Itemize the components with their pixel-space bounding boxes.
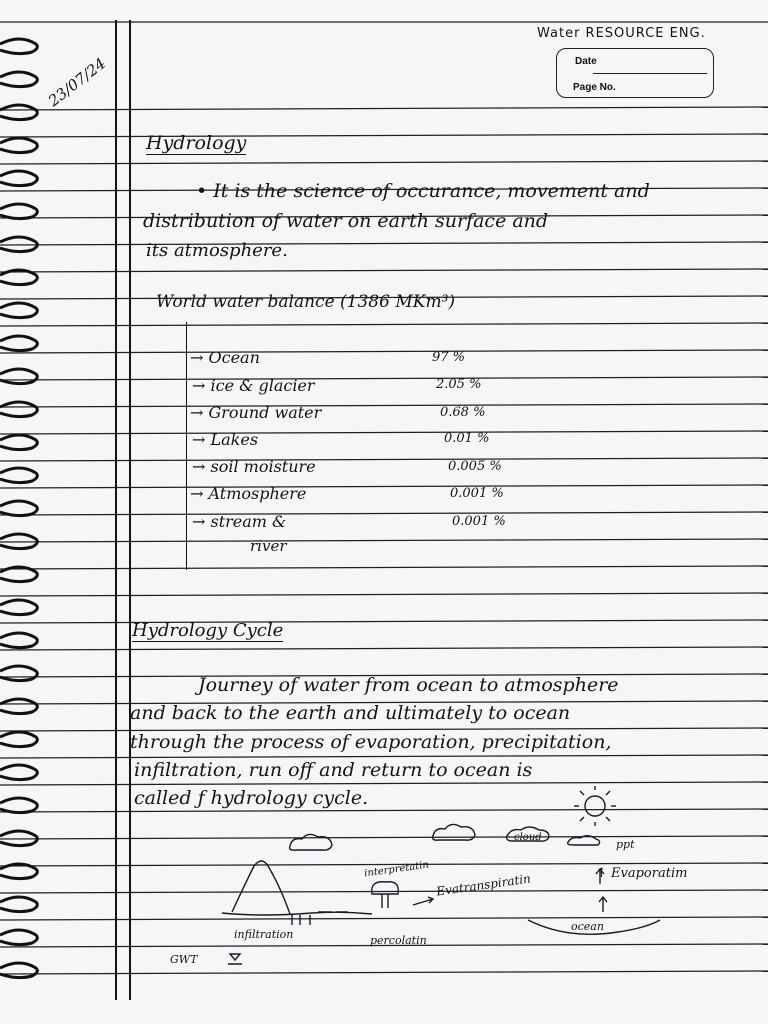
balance-label-ice: → ice & glacier [192,376,315,395]
ocean-label: ocean [571,920,604,933]
balance-label-river: river [250,537,287,555]
cloud-icon [433,824,475,840]
evaporation-arrow-icon [599,897,607,912]
sun-icon [585,796,605,816]
ground-line [222,912,372,915]
balance-label-stream: → stream & [192,512,287,531]
ppt-label: ppt [616,838,635,851]
balance-label-lakes: → Lakes [192,430,259,449]
balance-value-groundwater: 0.68 % [440,405,486,420]
definition-line-1: • It is the science of occurance, movement and [196,180,650,202]
cycle-paragraph-line-2: and back to the earth and ultimately to ocean [130,702,571,724]
cloud-label: cloud [514,832,542,843]
evapotranspiration-label: Evatranspiratin [435,871,532,899]
infiltration-label: infiltration [234,928,294,941]
date-label: Date [575,56,597,67]
cycle-paragraph-line-5: called ƒ hydrology cycle. [134,787,369,809]
percolation-label: percolatin [370,934,427,947]
cycle-paragraph-line-4: infiltration, run off and return to ocean is [134,759,533,781]
balance-value-stream: 0.001 % [452,514,506,529]
definition-line-2: distribution of water on earth surface and [143,210,549,232]
hydrology-heading: Hydrology [146,132,247,154]
balance-value-lakes: 0.01 % [444,431,490,446]
balance-value-ocean: 97 % [432,350,466,365]
handwritten-date: 23/07/24 [44,54,110,110]
balance-label-atmosphere: → Atmosphere [190,484,307,503]
hydrology-cycle-heading: Hydrology Cycle [132,620,284,641]
evapotranspiration-arrow-icon [413,897,433,905]
evaporation-label: ↑ Evaporatim [596,866,688,881]
balance-value-soil-moisture: 0.005 % [448,459,502,474]
subject-title: Water RESOURCE ENG. [537,26,706,41]
definition-line-3: its atmosphere. [146,240,288,261]
balance-label-ocean: → Ocean [190,348,260,367]
balance-label-soil-moisture: → soil moisture [192,457,316,476]
balance-value-ice: 2.05 % [436,377,482,392]
balance-label-groundwater: → Ground water [190,403,322,422]
cycle-paragraph-line-1: Journey of water from ocean to atmosphere [198,674,619,696]
water-balance-title: World water balance (1386 MKm³) [156,292,456,312]
mountain-icon [232,861,290,914]
sun-rays-icon [574,786,616,826]
tree-icon [372,882,398,908]
cloud-icon [290,834,332,850]
balance-value-atmosphere: 0.001 % [450,486,504,501]
gwt-symbol-icon [228,954,242,964]
interception-label: interpretatin [363,859,430,880]
infiltration-marks [292,915,310,925]
cycle-paragraph-line-3: through the process of evaporation, precipitation, [130,731,612,753]
page-number-label: Page No. [573,82,616,93]
gwt-label: GWT [170,953,198,966]
cloud-icon [568,836,600,845]
